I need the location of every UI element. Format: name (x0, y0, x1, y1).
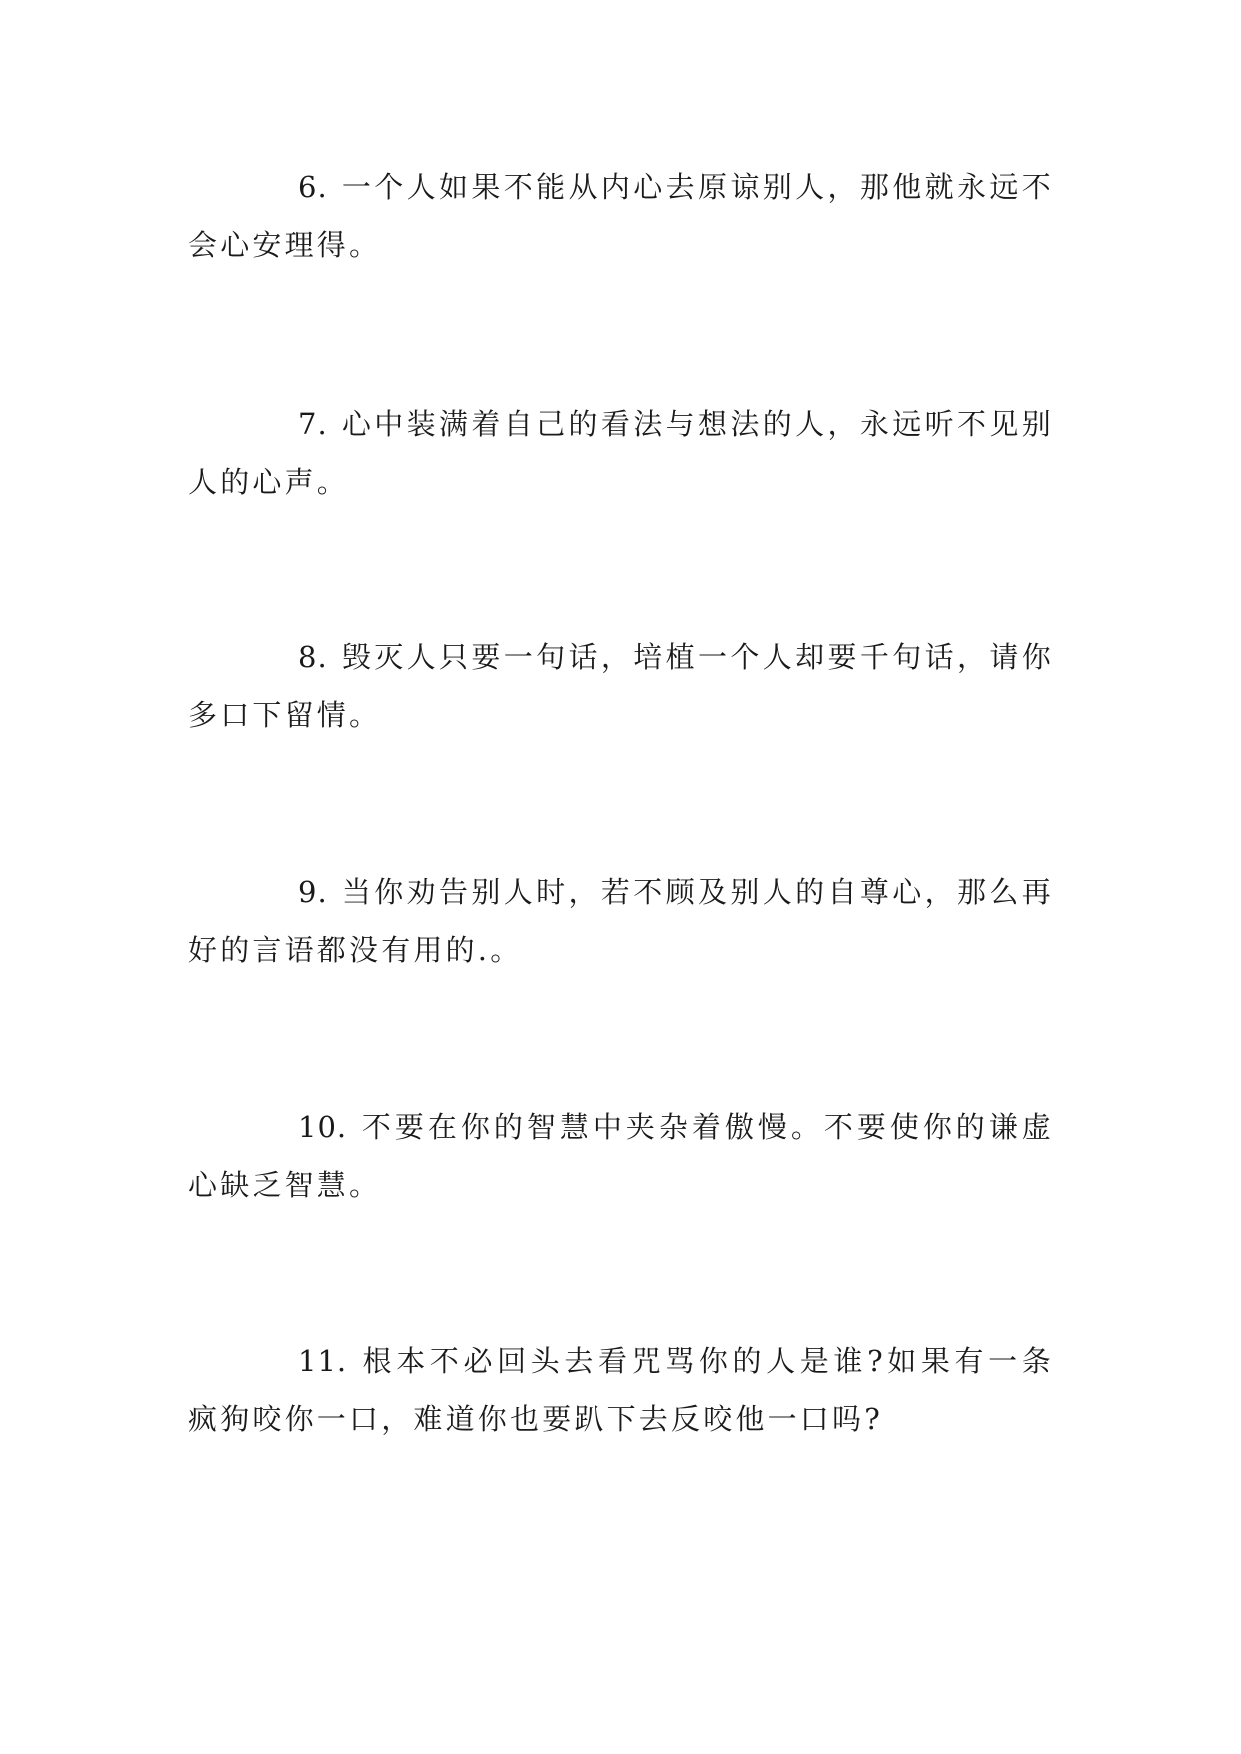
paragraph-number: 9. (298, 875, 328, 909)
paragraph-6 (188, 158, 1054, 274)
paragraph-text: 不要在你的智慧中夹杂着傲慢。不要使你的谦虚心缺乏智慧。 (188, 1110, 1054, 1202)
paragraph-number: 11. (298, 1344, 348, 1378)
paragraph-number: 6. (298, 170, 328, 204)
paragraph-number: 7. (298, 407, 328, 441)
paragraph-10 (188, 1098, 1054, 1214)
paragraph-text: 心中装满着自己的看法与想法的人，永远听不见别人的心声。 (188, 407, 1054, 499)
paragraph-9 (188, 863, 1054, 979)
paragraph-number: 8. (298, 640, 328, 674)
paragraph-number: 10. (298, 1110, 348, 1144)
paragraph-text: 当你劝告别人时，若不顾及别人的自尊心，那么再好的言语都没有用的.。 (188, 875, 1054, 967)
paragraph-7 (188, 395, 1054, 511)
paragraph-text: 根本不必回头去看咒骂你的人是谁?如果有一条疯狗咬你一口，难道你也要趴下去反咬他一口吗? (188, 1344, 1054, 1436)
paragraph-8 (188, 628, 1054, 744)
paragraph-text: 毁灭人只要一句话，培植一个人却要千句话，请你多口下留情。 (188, 640, 1054, 732)
paragraph-text: 一个人如果不能从内心去原谅别人，那他就永远不会心安理得。 (188, 170, 1054, 262)
paragraph-11 (188, 1332, 1054, 1448)
